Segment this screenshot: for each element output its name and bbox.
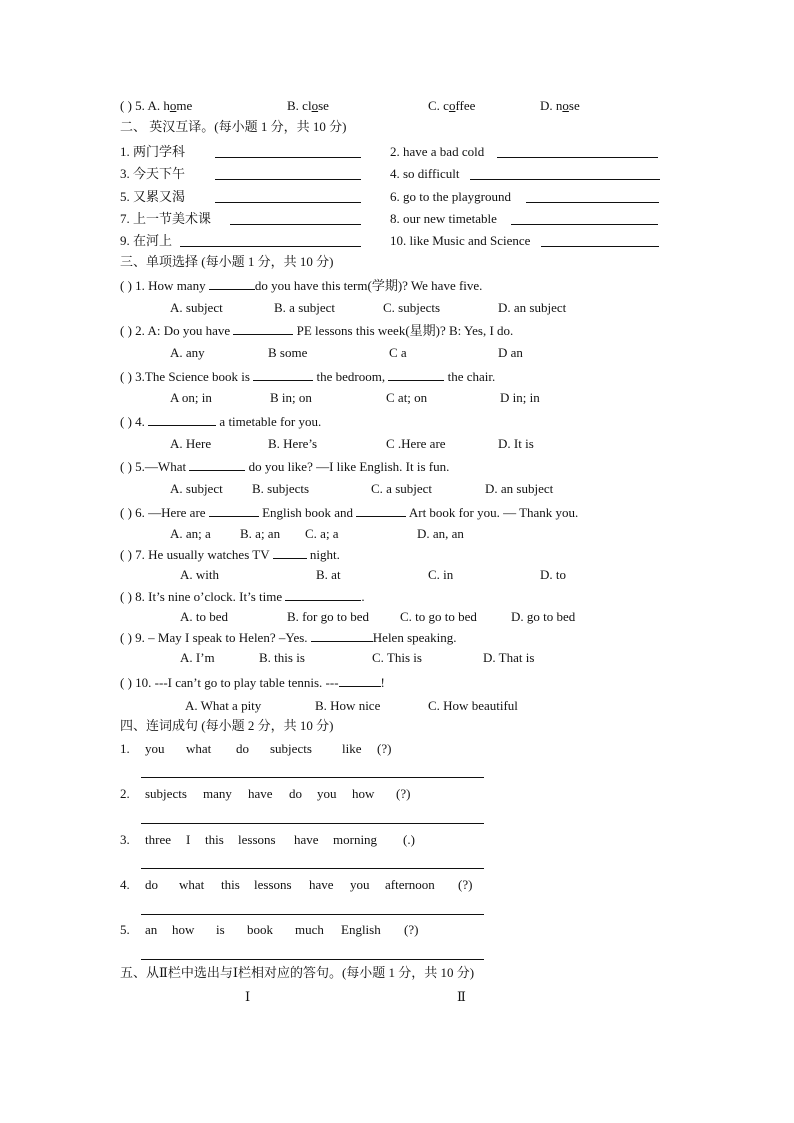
option: A. any — [170, 345, 205, 360]
option: B in; on — [270, 390, 312, 405]
word: an — [145, 922, 158, 937]
word: what — [179, 877, 205, 892]
answer-line[interactable] — [141, 959, 484, 960]
word: (?) — [377, 741, 392, 756]
answer-line[interactable] — [215, 157, 361, 158]
option: A. an; a — [170, 526, 211, 541]
mc-question-5: ( ) 5.—What do you like? —I like English. It is fun. — [120, 459, 450, 474]
answer-paren[interactable]: ( ) — [120, 278, 132, 293]
section5-heading: 五、从Ⅱ栏中选出与Ⅰ栏相对应的答句。(每小题 1 分，共 10 分) — [120, 965, 475, 980]
word: how — [172, 922, 195, 937]
option: A. subject — [170, 300, 223, 315]
fill-blank[interactable] — [233, 322, 293, 335]
answer-paren[interactable]: ( ) — [120, 505, 132, 520]
word: English — [341, 922, 381, 937]
question-number: 5. — [135, 98, 145, 113]
option: D in; in — [500, 390, 540, 405]
answer-line[interactable] — [141, 868, 484, 869]
option-a: A. home — [147, 98, 193, 113]
option: C. to go to bed — [400, 609, 477, 624]
option: B. Here’s — [268, 436, 318, 451]
answer-line[interactable] — [141, 914, 484, 915]
option: C a — [389, 345, 407, 360]
option: C. a; a — [305, 526, 339, 541]
answer-line[interactable] — [141, 777, 484, 778]
fill-blank[interactable] — [148, 413, 216, 426]
fill-blank[interactable] — [388, 368, 444, 381]
option: C at; on — [386, 390, 428, 405]
word: (?) — [404, 922, 419, 937]
translate-item-9: 9. 在河上 — [120, 233, 173, 248]
fill-blank[interactable] — [356, 504, 406, 517]
fill-blank[interactable] — [339, 674, 381, 687]
answer-line[interactable] — [215, 202, 361, 203]
word: (?) — [458, 877, 473, 892]
answer-line[interactable] — [526, 202, 659, 203]
word: morning — [333, 832, 378, 847]
option: B. a subject — [274, 300, 336, 315]
word: you — [350, 877, 370, 892]
mc-question-8: ( ) 8. It’s nine o’clock. It’s time . — [120, 589, 365, 604]
mc-question-1: ( ) 1. How many do you have this term(学期)? We have five. — [120, 278, 483, 293]
option: C. This is — [372, 650, 422, 665]
fill-blank[interactable] — [253, 368, 313, 381]
word: have — [248, 786, 273, 801]
word: subjects — [270, 741, 312, 756]
answer-line[interactable] — [230, 224, 361, 225]
translate-item-8: 8. our new timetable — [390, 211, 497, 226]
option: C. in — [428, 567, 454, 582]
section2-heading: 二、 英汉互译。(每小题 1 分，共 10 分) — [120, 119, 347, 134]
word: do — [145, 877, 158, 892]
mc-question-10: ( ) 10. ---I can’t go to play table tennis. --- ! — [120, 675, 385, 690]
option: B. How nice — [315, 698, 381, 713]
sentence-number: 2. — [120, 786, 130, 801]
word: like — [342, 741, 362, 756]
mc-question-3: ( ) 3.The Science book is the bedroom, the chair. — [120, 369, 496, 384]
mc-question-7: ( ) 7. He usually watches TV night. — [120, 547, 340, 562]
word: what — [186, 741, 212, 756]
sentence-number: 5. — [120, 922, 130, 937]
option: A. to bed — [180, 609, 229, 624]
sentence-number: 3. — [120, 832, 130, 847]
word: many — [203, 786, 232, 801]
fill-blank[interactable] — [311, 629, 373, 642]
fill-blank[interactable] — [209, 277, 255, 290]
word: have — [309, 877, 334, 892]
answer-line[interactable] — [141, 823, 484, 824]
fill-blank[interactable] — [189, 458, 245, 471]
translate-item-6: 6. go to the playground — [390, 189, 511, 204]
word: do — [289, 786, 302, 801]
option: D. go to bed — [511, 609, 576, 624]
answer-line[interactable] — [511, 224, 658, 225]
option: A. Here — [170, 436, 212, 451]
word: is — [216, 922, 225, 937]
word: much — [295, 922, 324, 937]
q5-option-d: D. nose — [540, 98, 580, 113]
section3-heading: 三、单项选择 (每小题 1 分，共 10 分) — [120, 254, 334, 269]
translate-item-10: 10. like Music and Science — [390, 233, 531, 248]
mc-question-9: ( ) 9. – May I speak to Helen? –Yes. Helen speaking. — [120, 630, 457, 645]
translate-item-5: 5. 又累又渴 — [120, 189, 186, 204]
column-header-1: Ⅰ — [245, 989, 251, 1004]
word: lessons — [254, 877, 292, 892]
option: D. That is — [483, 650, 535, 665]
word: book — [247, 922, 273, 937]
word: this — [221, 877, 240, 892]
option: D. an subject — [498, 300, 567, 315]
sentence-number: 1. — [120, 741, 130, 756]
option: D. an, an — [417, 526, 464, 541]
option: B. a; an — [240, 526, 281, 541]
answer-paren[interactable]: ( ) — [120, 323, 132, 338]
option: C. subjects — [383, 300, 441, 315]
word: do — [236, 741, 249, 756]
answer-paren[interactable]: ( ) — [120, 414, 132, 429]
option: A. subject — [170, 481, 223, 496]
word: three — [145, 832, 171, 847]
word: (.) — [403, 832, 415, 847]
word: I — [186, 832, 191, 847]
mc-question-4: ( ) 4. a timetable for you. — [120, 414, 322, 429]
translate-item-4: 4. so difficult — [390, 166, 460, 181]
word: this — [205, 832, 224, 847]
answer-paren[interactable]: ( ) — [120, 589, 132, 604]
answer-paren[interactable]: ( ) — [120, 630, 132, 645]
answer-paren[interactable]: ( ) — [120, 98, 132, 113]
answer-paren[interactable]: ( ) — [120, 369, 132, 384]
q5-option-c: C. coffee — [428, 98, 476, 113]
translate-item-3: 3. 今天下午 — [120, 166, 186, 181]
q5-row — [120, 98, 192, 114]
mc-question-6: ( ) 6. —Here are English book and Art book for you. — Thank you. — [120, 505, 579, 520]
q5-option-b: B. close — [287, 98, 329, 113]
option: D an — [498, 345, 523, 360]
option: B. this is — [259, 650, 305, 665]
option: D. It is — [498, 436, 534, 451]
answer-paren[interactable]: ( ) — [120, 459, 132, 474]
answer-line[interactable] — [180, 246, 361, 247]
option: A. I’m — [180, 650, 215, 665]
answer-line[interactable] — [541, 246, 659, 247]
translate-item-7: 7. 上一节美术课 — [120, 211, 212, 226]
translate-item-2: 2. have a bad cold — [390, 144, 485, 159]
option: A on; in — [170, 390, 212, 405]
word: have — [294, 832, 319, 847]
answer-line[interactable] — [497, 157, 658, 158]
word: afternoon — [385, 877, 435, 892]
option: B some — [268, 345, 308, 360]
option: B. at — [316, 567, 341, 582]
mc-question-2: ( ) 2. A: Do you have PE lessons this week(星期)? B: Yes, I do. — [120, 323, 514, 338]
answer-paren[interactable]: ( ) — [120, 675, 132, 690]
word: you — [317, 786, 337, 801]
fill-blank[interactable] — [209, 504, 259, 517]
option: C. a subject — [371, 481, 433, 496]
answer-line[interactable] — [215, 179, 361, 180]
option: C .Here are — [386, 436, 446, 451]
section4-heading: 四、连词成句 (每小题 2 分，共 10 分) — [120, 718, 334, 733]
fill-blank[interactable] — [273, 546, 307, 559]
fill-blank[interactable] — [285, 588, 361, 601]
option: B. subjects — [252, 481, 310, 496]
option: D. an subject — [485, 481, 554, 496]
answer-line[interactable] — [470, 179, 660, 180]
translate-item-1: 1. 两门学科 — [120, 144, 186, 159]
word: (?) — [396, 786, 411, 801]
sentence-number: 4. — [120, 877, 130, 892]
option: A. What a pity — [185, 698, 262, 713]
column-header-2: Ⅱ — [457, 989, 466, 1004]
word: lessons — [238, 832, 276, 847]
answer-paren[interactable]: ( ) — [120, 547, 132, 562]
word: subjects — [145, 786, 187, 801]
option: A. with — [180, 567, 219, 582]
option: D. to — [540, 567, 566, 582]
option: B. for go to bed — [287, 609, 369, 624]
word: how — [352, 786, 375, 801]
option: C. How beautiful — [428, 698, 518, 713]
word: you — [145, 741, 165, 756]
